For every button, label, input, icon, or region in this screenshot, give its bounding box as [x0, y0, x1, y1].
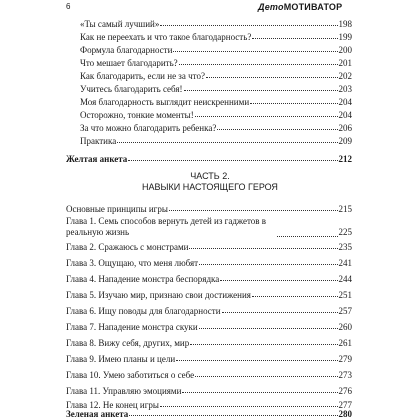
toc-entry[interactable]: Осторожно, тонкие моменты! 204	[80, 110, 352, 120]
running-title-main: МОТИВАТОР	[283, 2, 343, 12]
toc-entry[interactable]: Глава 12. Не конец игры 277	[66, 400, 352, 410]
toc-entry[interactable]: Глава 5. Изучаю мир, признаю свои достижения 251	[66, 290, 352, 300]
toc-entry[interactable]: Что мешает благодарить? 201	[80, 58, 352, 68]
toc-entry[interactable]: Учитесь благодарить себя! 203	[80, 84, 352, 94]
toc-entry[interactable]: Глава 3. Ощущаю, что меня любят 241	[66, 258, 352, 268]
toc-entry[interactable]: Моя благодарность выглядит неискренними 204	[80, 97, 352, 107]
part-title: НАВЫКИ НАСТОЯЩЕГО ГЕРОЯ	[142, 182, 278, 192]
toc-entry[interactable]: Основные принципы игры 215	[66, 204, 352, 214]
toc-entry[interactable]: Глава 4. Нападение монстра беспорядка 244	[66, 274, 352, 284]
toc-entry[interactable]: Глава 7. Нападение монстра скуки 260	[66, 322, 352, 332]
page-number: 6	[66, 2, 71, 11]
toc-entry[interactable]: Глава 2. Сражаюсь с монстрами 235	[66, 242, 352, 252]
toc-entry[interactable]: Глава 11. Управляю эмоциями 276	[66, 386, 352, 396]
toc-entry[interactable]: Глава 10. Умею заботиться о себе 273	[66, 370, 352, 380]
toc-entry[interactable]: Глава 9. Имею планы и цели 279	[66, 354, 352, 364]
toc-entry[interactable]: Глава 6. Ищу поводы для благодарности 257	[66, 306, 352, 316]
toc-entry[interactable]: Практика 209	[80, 136, 352, 146]
toc-entry-green-survey[interactable]: Зеленая анкета 280	[66, 409, 352, 419]
toc-entry[interactable]: «Ты самый лучший» 198	[80, 19, 352, 29]
toc-entry-yellow-survey[interactable]: Желтая анкета 212	[66, 154, 352, 164]
running-header	[0, 0, 420, 14]
toc-entry[interactable]: Глава 8. Вижу себя, других, мир 261	[66, 338, 352, 348]
part-label: ЧАСТЬ 2.	[190, 171, 230, 181]
toc-entry[interactable]: Как не переехать и что такое благодарность? 199	[80, 32, 352, 42]
toc-entry[interactable]: Формула благодарности 200	[80, 45, 352, 55]
toc-entry[interactable]: За что можно благодарить ребенка? 206	[80, 123, 352, 133]
running-title	[258, 0, 342, 14]
running-title-prefix: Дето	[258, 2, 284, 12]
toc-entry[interactable]: Глава 1. Семь способов вернуть детей из гаджетов в реальную жизнь 225	[66, 216, 352, 237]
toc-entry[interactable]: Как благодарить, если не за что? 202	[80, 71, 352, 81]
